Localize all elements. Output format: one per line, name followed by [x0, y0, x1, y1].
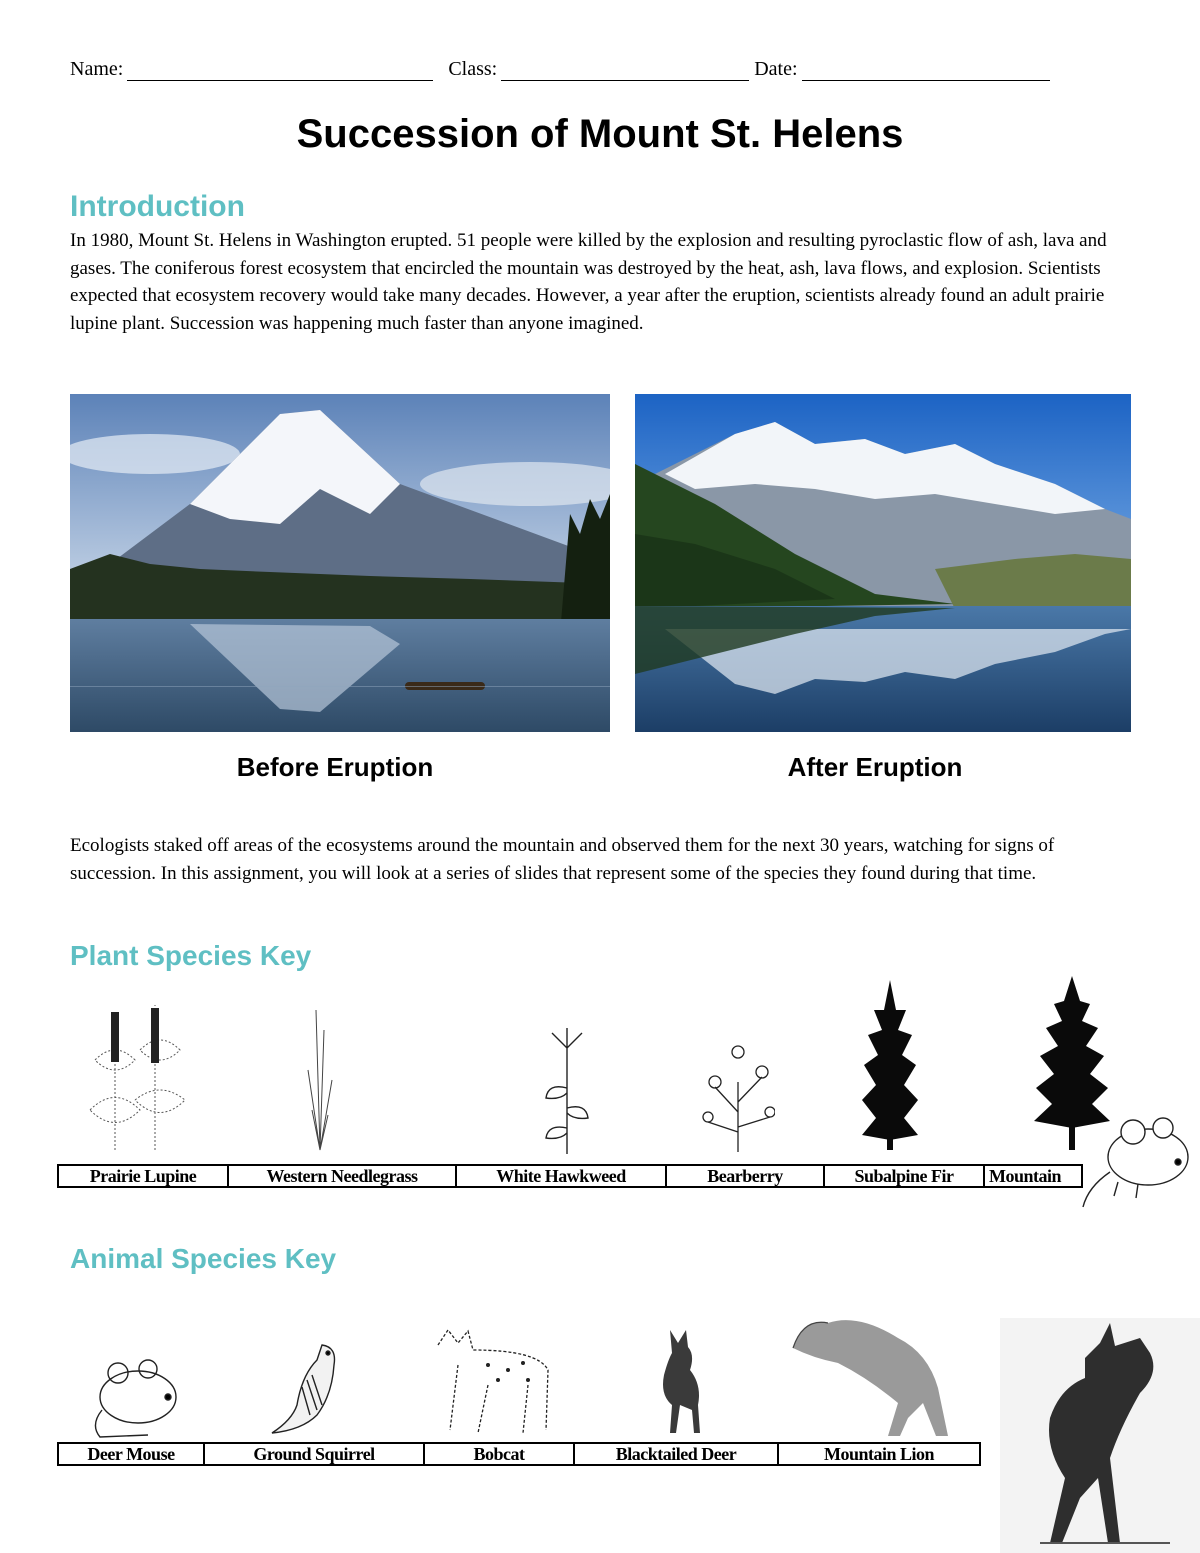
- class-field[interactable]: [501, 58, 749, 81]
- mountain-lion-illustration: [788, 1308, 958, 1440]
- plant-key-cell: Bearberry: [666, 1165, 824, 1187]
- plant-key-cell: Subalpine Fir: [824, 1165, 984, 1187]
- plant-species-key-heading: Plant Species Key: [70, 940, 312, 971]
- date-label: Date:: [754, 58, 798, 80]
- plant-key-cell: Prairie Lupine: [58, 1165, 228, 1187]
- blacktailed-deer-illustration: [650, 1325, 710, 1437]
- animal-species-key-heading: Animal Species Key: [70, 1243, 337, 1274]
- date-field[interactable]: [802, 58, 1050, 81]
- introduction-heading: Introduction: [70, 190, 245, 223]
- name-label: Name:: [70, 58, 124, 80]
- before-eruption-photo: [70, 394, 610, 732]
- page-title: Succession of Mount St. Helens: [296, 112, 904, 156]
- animal-key-cell: Mountain Lion: [778, 1443, 980, 1465]
- after-eruption-caption: After Eruption: [787, 752, 963, 782]
- introduction-text: In 1980, Mount St. Helens in Washington erupted. 51 people were killed by the explosion and resulting pyroclastic flow of ash, lava and gases. The coniferous forest ecosystem that encircled the mountain was destroyed by the heat, ash, lava flows, and explosion. Scientists expected that ecosystem recovery would take many decades. However, a year after the eruption, scientists already found an adult prairie lupine plant. Succession was happening much faster than anyone imagined.: [70, 230, 1107, 334]
- before-eruption-caption: Before Eruption: [236, 752, 434, 782]
- western-needlegrass-illustration: [300, 1010, 340, 1152]
- prairie-lupine-illustration: [85, 1000, 190, 1152]
- deer-mouse-illustration: [88, 1355, 188, 1440]
- subalpine-fir-illustration: [860, 980, 920, 1152]
- fawn-illustration: [1000, 1318, 1200, 1553]
- after-eruption-photo: [635, 394, 1131, 732]
- animal-key-cell: Bobcat: [424, 1443, 574, 1465]
- plant-key-cell: Western Needlegrass: [228, 1165, 456, 1187]
- animal-key-cell: Blacktailed Deer: [574, 1443, 778, 1465]
- animal-key-cell: Deer Mouse: [58, 1443, 204, 1465]
- ecologists-text: Ecologists staked off areas of the ecosystems around the mountain and observed them for the next 30 years, watching for signs of succession. In this assignment, you will look at a series of slides that represent some of the species they found during that time.: [70, 835, 1055, 884]
- bobcat-illustration: [428, 1325, 558, 1437]
- class-label: Class:: [448, 58, 498, 80]
- animal-key-cell: Ground Squirrel: [204, 1443, 424, 1465]
- plant-key-cell: Mountain: [984, 1165, 1082, 1187]
- ground-squirrel-illustration: [262, 1335, 352, 1437]
- plant-species-key-table: [57, 1164, 1083, 1188]
- plant-key-cell: White Hawkweed: [456, 1165, 666, 1187]
- deer-mouse-overlay-illustration: [1078, 1112, 1198, 1212]
- name-field[interactable]: [127, 58, 433, 81]
- white-hawkweed-illustration: [540, 1028, 595, 1156]
- bearberry-illustration: [700, 1042, 775, 1154]
- animal-species-key-table: [57, 1442, 981, 1466]
- student-info-fields: [70, 58, 1050, 81]
